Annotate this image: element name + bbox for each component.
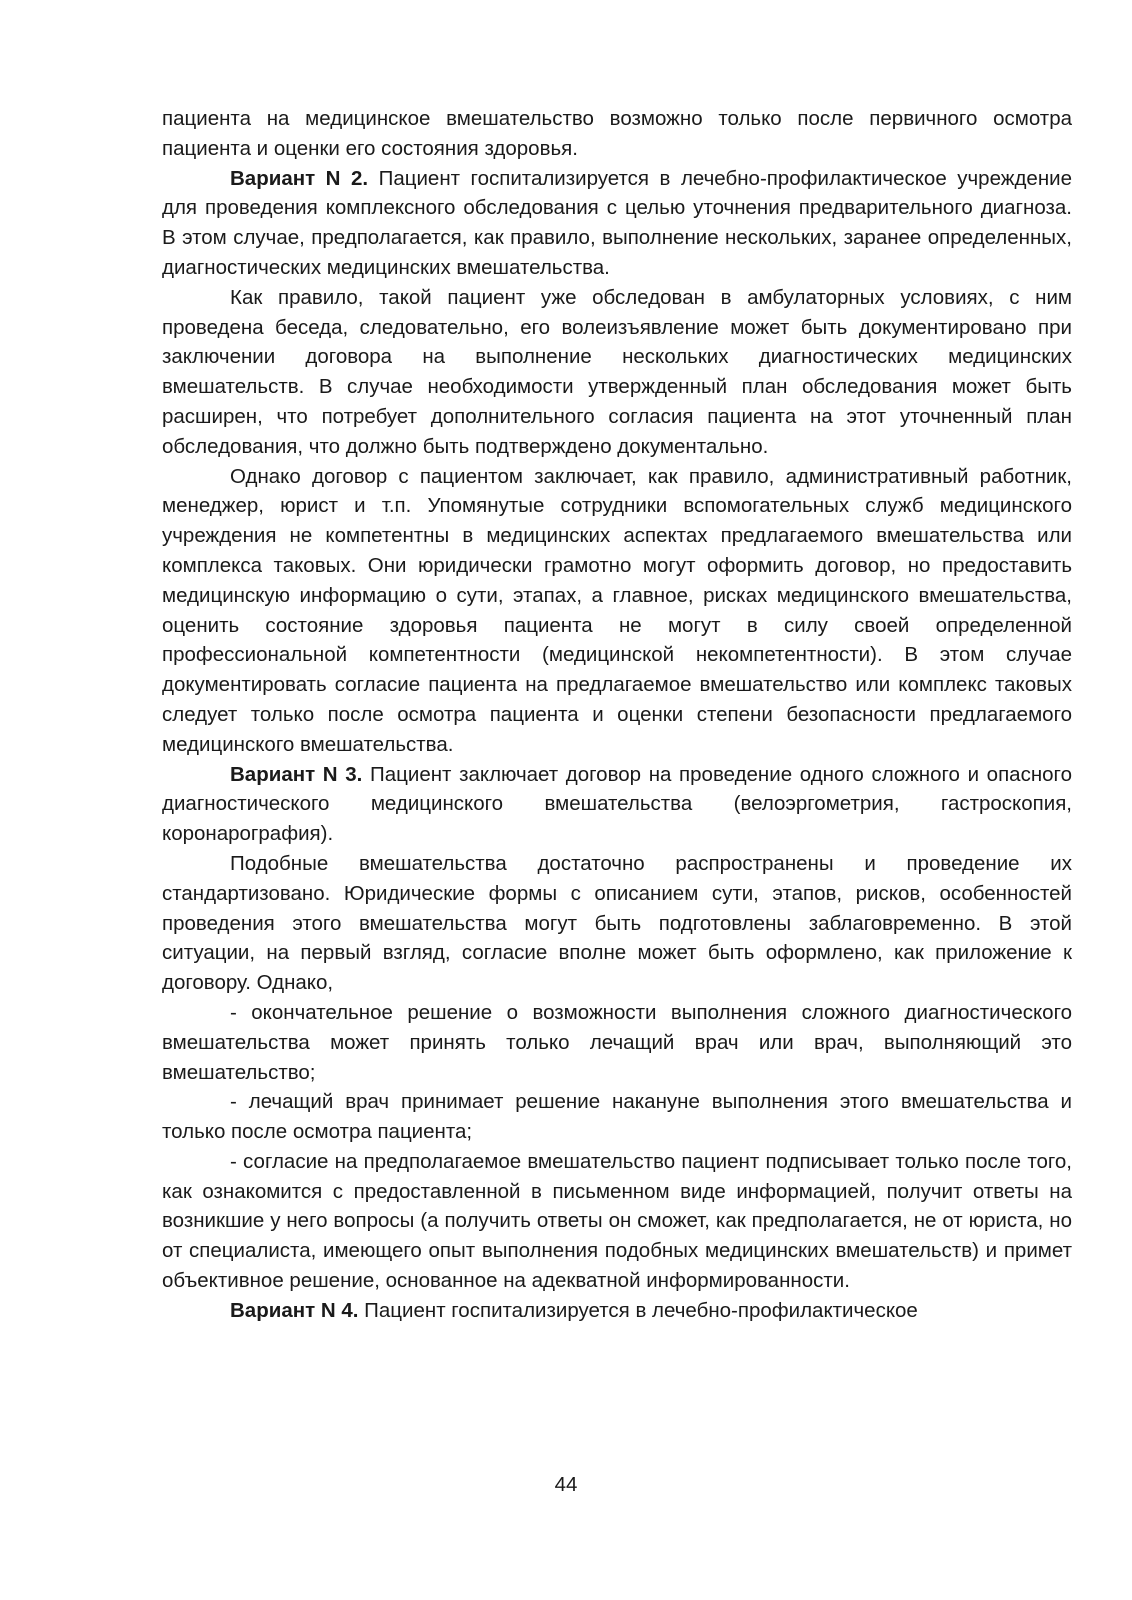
body-text bbox=[162, 104, 1072, 1326]
variant-heading: Вариант N 3. bbox=[230, 762, 363, 786]
paragraph-variant-4: Вариант N 4. Пациент госпитализируется в лечебно-профилактическое bbox=[230, 1298, 918, 1322]
list-item: - лечащий врач принимает решение накануне выполнения этого вмешательства и только после осмотра пациента; bbox=[162, 1090, 1072, 1144]
variant-heading: Вариант N 2. bbox=[230, 166, 369, 190]
list-item: - окончательное решение о возможности выполнения сложного диагностического вмешательства может принять только лечащий врач или врач, выполняющий это вмешательство; bbox=[162, 1000, 1072, 1084]
paragraph-variant-3: Вариант N 3. Пациент заключает договор на проведение одного сложного и опасного диагностического медицинского вмешательства (велоэргометрия, гастроскопия, коронарография). bbox=[162, 762, 1072, 846]
paragraph-variant-2: Вариант N 2. Пациент госпитализируется в лечебно-профилактическое учреждение для проведения комплексного обследования с целью уточнения предварительного диагноза. В этом случае, предполагается, как правило, выполнение нескольких, заранее определенных, диагностических медицинских вмешательства. bbox=[162, 166, 1072, 279]
page-number: 44 bbox=[554, 1473, 578, 1496]
list-item: - согласие на предполагаемое вмешательство пациент подписывает только после того, как ознакомится с предоставленной в письменном виде информацией, получит ответы на возникшие у него вопросы (а получить ответы он сможет, как предполагается, не от юриста, но от специалиста, имеющего опыт выполнения подобных медицинских вмешательств) и примет объективное решение, основанное на адекватной информированности. bbox=[162, 1149, 1072, 1293]
paragraph: Однако договор с пациентом заключает, как правило, административный работник, менеджер, юрист и т.п. Упомянутые сотрудники вспомогательных служб медицинского учреждения не компетентны в медицинских аспектах предлагаемого вмешательства или комплекса таковых. Они юридически грамотно могут оформить договор, но предоставить медицинскую информацию о сути, этапах, а главное, рисках медицинского вмешательства, оценить состояние здоровья пациента не могут в силу своей определенной профессиональной компетентности (медицинской некомпетентности). В этом случае документировать согласие пациента на предлагаемое вмешательство или комплекс таковых следует только после осмотра пациента и оценки степени безопасности предлагаемого медицинского вмешательства. bbox=[162, 464, 1072, 756]
variant-heading: Вариант N 4. bbox=[230, 1298, 359, 1322]
paragraph: Как правило, такой пациент уже обследован в амбулаторных условиях, с ним проведена беседа, следовательно, его волеизъявление может быть документировано при заключении договора на выполнение нескольких диагностических медицинских вмешательств. В случае необходимости утвержденный план обследования может быть расширен, что потребует дополнительного согласия пациента на этот уточненный план обследования, что должно быть подтверждено документально. bbox=[162, 285, 1072, 458]
paragraph: пациента на медицинское вмешательство возможно только после первичного осмотра пациента и оценки его состояния здоровья. bbox=[162, 107, 1072, 160]
paragraph: Подобные вмешательства достаточно распространены и проведение их стандартизовано. Юридические формы с описанием сути, этапов, рисков, особенностей проведения этого вмешательства могут быть подготовлены заблаговременно. В этой ситуации, на первый взгляд, согласие вполне может быть оформлено, как приложение к договору. Однако, bbox=[162, 851, 1072, 995]
